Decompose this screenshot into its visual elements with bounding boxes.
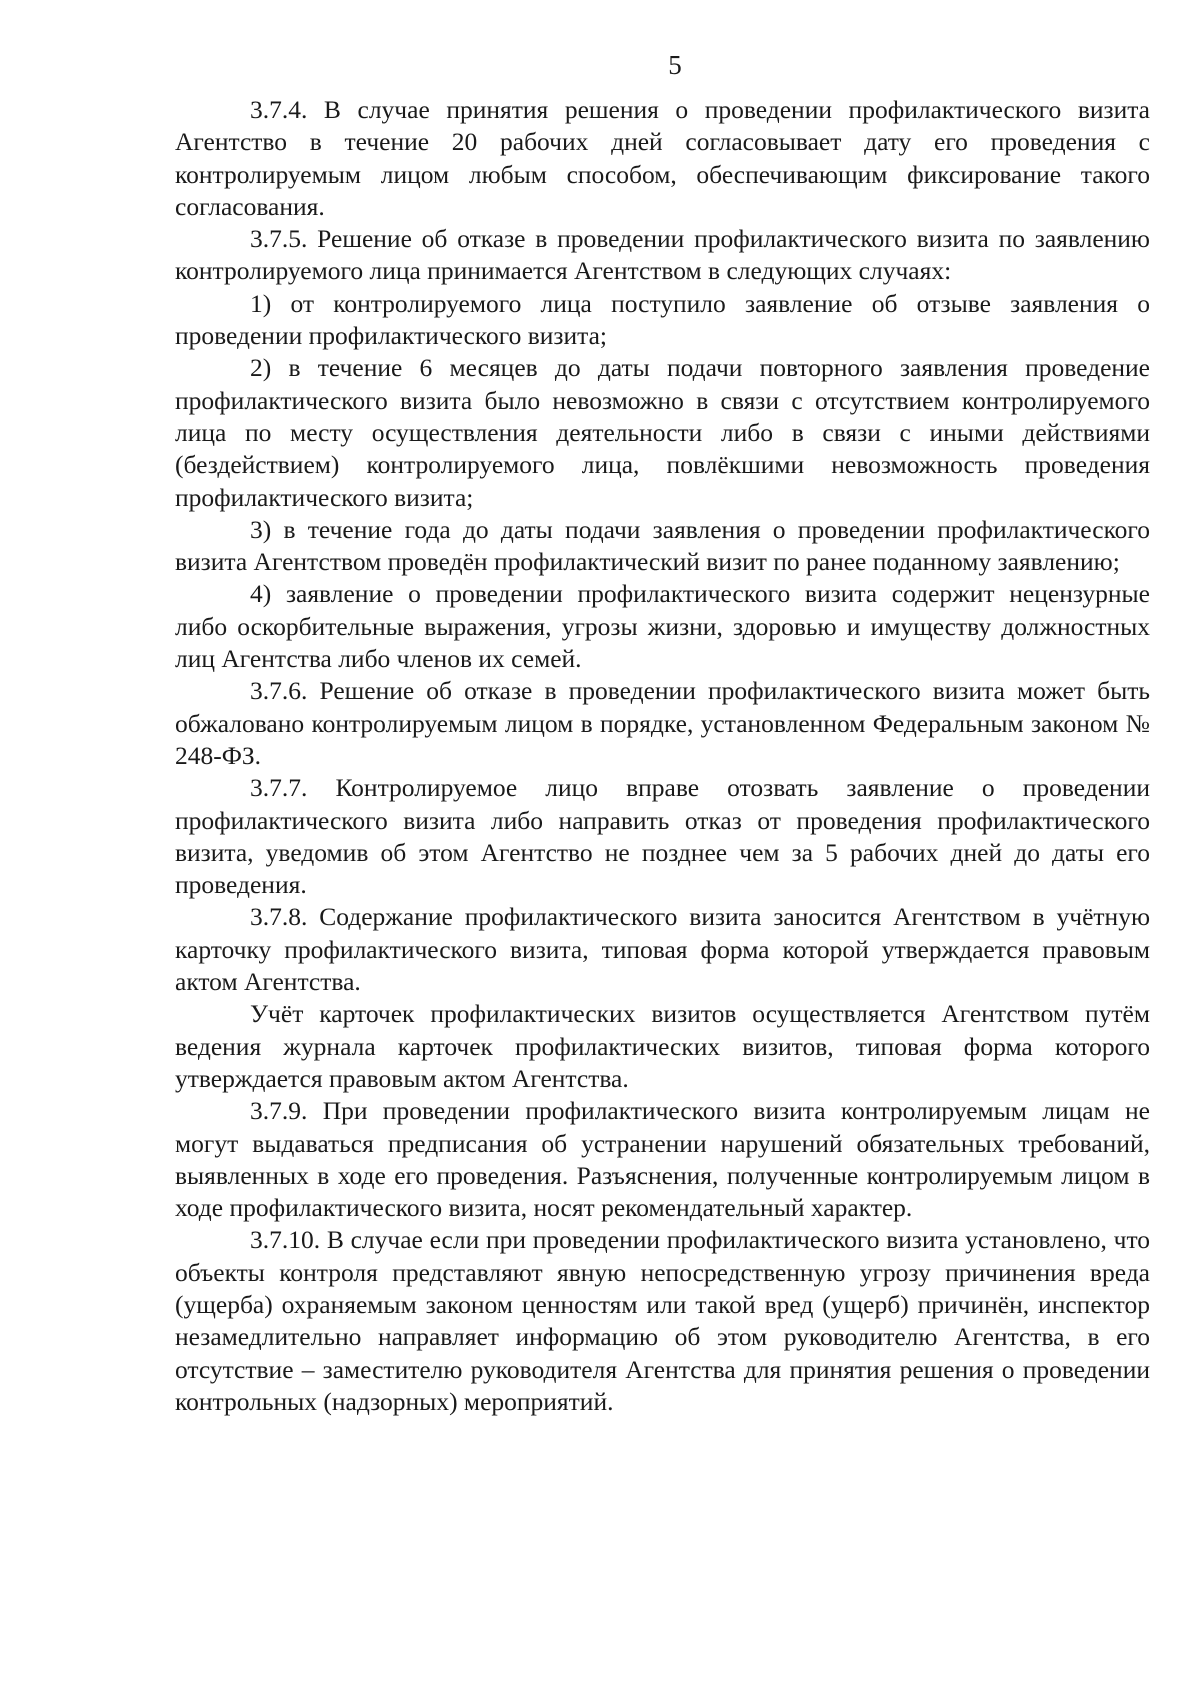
- paragraph-3-7-10: 3.7.10. В случае если при проведении профилактического визита установлено, что объекты контроля представляют явную непосредственную угрозу причинения вреда (ущерба) охраняемым законом ценностям или такой вред (ущерб) причинён, инспектор незамедлительно направляет информацию об этом руководителю Агентства, в его отсутствие – заместителю руководителя Агентства для принятия решения о проведении контрольных (надзорных) мероприятий.: [175, 1225, 1150, 1416]
- paragraph-3-7-8: 3.7.8. Содержание профилактического визита заносится Агентством в учётную карточку профилактического визита, типовая форма которой утверждается правовым актом Агентства.: [175, 902, 1150, 997]
- list-item-1: 1) от контролируемого лица поступило заявление об отзыве заявления о проведении профилактического визита;: [175, 288, 1150, 351]
- list-item-3: 3) в течение года до даты подачи заявления о проведении профилактического визита Агентством проведён профилактический визит по ранее поданному заявлению;: [175, 514, 1150, 577]
- paragraph-3-7-8-continued: Учёт карточек профилактических визитов осуществляется Агентством путём ведения журнала карточек профилактических визитов, типовая форма которого утверждается правовым актом Агентства.: [175, 999, 1150, 1093]
- list-item-2: 2) в течение 6 месяцев до даты подачи повторного заявления проведение профилактического визита было невозможно в связи с отсутствием контролируемого лица по месту осуществления деятельности либо в связи с иными действиями (бездействием) контролируемого лица, повлёкшими невозможность проведения профилактического визита;: [175, 353, 1150, 512]
- document-body: [175, 94, 1150, 1418]
- paragraph-3-7-4: 3.7.4. В случае принятия решения о проведении профилактического визита Агентство в течение 20 рабочих дней согласовывает дату его проведения с контролируемым лицом любым способом, обеспечивающим фиксирование такого согласования.: [175, 95, 1150, 221]
- list-item-4: 4) заявление о проведении профилактического визита содержит нецензурные либо оскорбительные выражения, угрозы жизни, здоровью и имуществу должностных лиц Агентства либо членов их семей.: [175, 579, 1150, 674]
- page-number: 5: [668, 50, 682, 80]
- paragraph-3-7-6: 3.7.6. Решение об отказе в проведении профилактического визита может быть обжаловано контролируемым лицом в порядке, установленном Федеральным законом № 248-ФЗ.: [175, 676, 1150, 770]
- paragraph-3-7-7: 3.7.7. Контролируемое лицо вправе отозвать заявление о проведении профилактического визита либо направить отказ от проведения профилактического визита, уведомив об этом Агентство не позднее чем за 5 рабочих дней до даты его проведения.: [175, 773, 1150, 900]
- paragraph-3-7-9: 3.7.9. При проведении профилактического визита контролируемым лицам не могут выдаваться предписания об устранении нарушений обязательных требований, выявленных в ходе его проведения. Разъяснения, полученные контролируемым лицом в ходе профилактического визита, носят рекомендательный характер.: [175, 1096, 1150, 1223]
- paragraph-3-7-5: 3.7.5. Решение об отказе в проведении профилактического визита по заявлению контролируемого лица принимается Агентством в следующих случаях:: [175, 224, 1150, 286]
